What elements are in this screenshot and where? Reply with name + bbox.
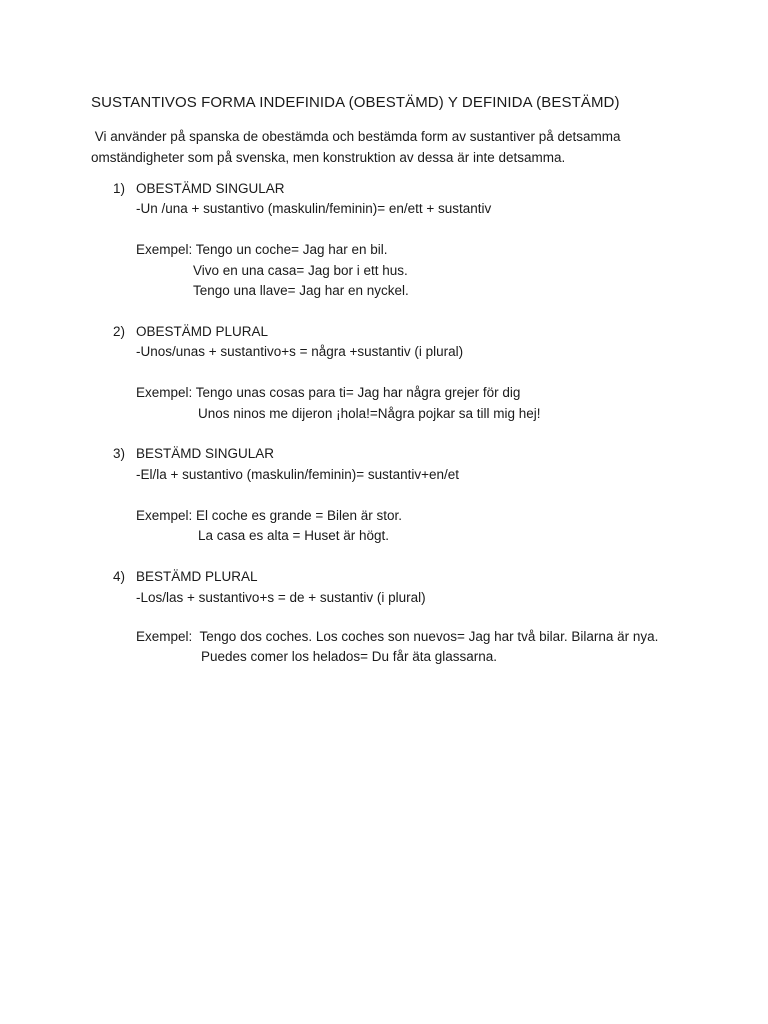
section-heading: BESTÄMD PLURAL	[136, 569, 258, 584]
example-line: Exempel: El coche es grande = Bilen är stor.	[136, 508, 403, 523]
example-line: Exempel: Tengo un coche= Jag har en bil.	[136, 242, 388, 257]
section-rule: -El/la + sustantivo (maskulin/feminin)= sustantiv+en/et	[136, 467, 460, 482]
section-number: 4)	[113, 569, 126, 584]
example-line: Puedes comer los helados= Du får äta glassarna.	[201, 649, 498, 664]
example-line: Vivo en una casa= Jag bor i ett hus.	[193, 263, 408, 278]
section-rule: -Un /una + sustantivo (maskulin/feminin)= en/ett + sustantiv	[136, 201, 492, 216]
section-heading: OBESTÄMD PLURAL	[136, 324, 269, 339]
section-number: 2)	[113, 324, 126, 339]
example-line: Unos ninos me dijeron ¡hola!=Några pojkar sa till mig hej!	[198, 406, 541, 421]
section-number: 3)	[113, 446, 126, 461]
page-title: SUSTANTIVOS FORMA INDEFINIDA (OBESTÄMD) Y DEFINIDA (BESTÄMD)	[91, 94, 620, 111]
intro-line: Vi använder på spanska de obestämda och bestämda form av sustantiver på detsamma	[91, 129, 621, 144]
section-rule: -Unos/unas + sustantivo+s = några +sustantiv (i plural)	[136, 344, 464, 359]
example-line: Exempel: Tengo unas cosas para ti= Jag har några grejer för dig	[136, 385, 521, 400]
section-number: 1)	[113, 181, 126, 196]
intro-line: omständigheter som på svenska, men konstruktion av dessa är inte detsamma.	[91, 149, 566, 165]
section-heading: OBESTÄMD SINGULAR	[136, 181, 285, 196]
section-rule: -Los/las + sustantivo+s = de + sustantiv (i plural)	[136, 590, 426, 605]
example-line: Tengo una llave= Jag har en nyckel.	[193, 283, 409, 298]
intro-paragraph	[91, 127, 691, 168]
example-line: La casa es alta = Huset är högt.	[198, 528, 389, 543]
section-heading: BESTÄMD SINGULAR	[136, 446, 275, 461]
example-line: Exempel: Tengo dos coches. Los coches son nuevos= Jag har två bilar. Bilarna är nya.	[136, 629, 659, 644]
